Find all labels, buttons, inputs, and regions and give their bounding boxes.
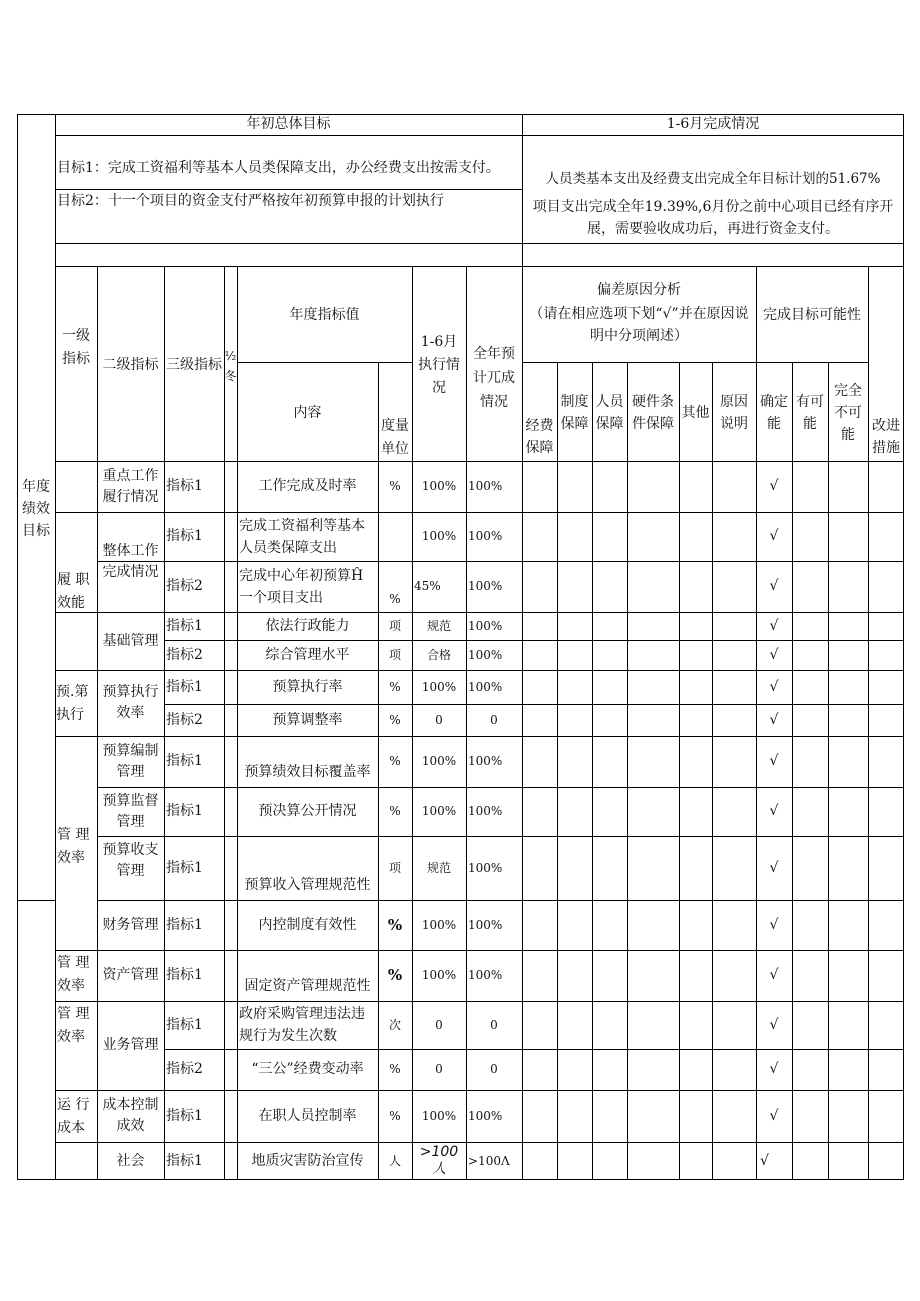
row-3-unit: % (389, 592, 401, 606)
row-3-forecast: 100% (468, 579, 503, 593)
row-13-forecast: 0 (490, 1017, 498, 1032)
row-12-exec: 100% (421, 968, 457, 982)
row-9-check: √ (769, 803, 779, 819)
row-15-exec: 100% (421, 1108, 457, 1123)
row-10-l3: 指标1 (166, 859, 203, 876)
row-15-forecast: 100% (468, 1108, 503, 1123)
col-deviation-title: 偏差原因分析 (597, 281, 681, 298)
completion-header: 1-6月完成情况 (666, 116, 760, 132)
l1-mgmt-efficiency-c: 管 理效率 (57, 1006, 90, 1045)
row-3-check: √ (769, 578, 779, 594)
l2-key-work: 重点工作履行情况 (102, 467, 159, 505)
col-content: 内容 (293, 404, 322, 421)
row-7-forecast: 0 (490, 712, 498, 727)
row-5-exec: 合格 (426, 647, 451, 662)
row-15-content: 在职人员控制率 (258, 1107, 357, 1124)
l2-cost-control: 成本控制成效 (102, 1097, 159, 1134)
performance-table (17, 114, 904, 1180)
col-improve: 改进措施 (872, 418, 900, 456)
row-15-check: √ (769, 1107, 779, 1124)
row-7-unit: % (389, 712, 401, 727)
row-1-l3: 指标1 (166, 478, 203, 494)
row-5-content: 综合管理水平 (265, 646, 350, 663)
row-11-forecast: 100% (468, 917, 503, 932)
row-9-exec: 100% (421, 804, 457, 818)
row-13-unit: 次 (388, 1017, 401, 1032)
col-poss-impossible: 完全不可能 (834, 383, 862, 443)
row-2-content: 完成工资福利等基本人员类保障支出 (239, 517, 365, 556)
row-15-unit: % (389, 1108, 401, 1123)
l2-budget-supervision: 预算监督管理 (102, 792, 159, 830)
row-11-l3: 指标1 (166, 916, 203, 933)
row-14-forecast: 0 (490, 1062, 498, 1076)
row-15-l3: 指标1 (166, 1107, 203, 1124)
row-2-check: √ (769, 528, 779, 544)
col-narrow: ½冬 (224, 349, 237, 383)
row-4-l3: 指标1 (166, 617, 203, 634)
row-14-content: “三公”经费变动率 (251, 1061, 364, 1077)
row-1-check: √ (769, 478, 779, 494)
l2-budget-revenue: 预算收支管理 (102, 842, 159, 879)
goal-1-text: 目标1：完成工资福利等基本人员类保障支出，办公经费支出按需支付。 (57, 160, 500, 176)
col-dev-hardware: 硬件条件保障 (632, 394, 674, 432)
row-5-forecast: 100% (468, 647, 503, 662)
row-3-exec: 45% (414, 579, 441, 593)
row-2-forecast: 100% (468, 529, 503, 543)
row-16-content: 地质灾害防治宣传 (251, 1152, 364, 1169)
l2-business-mgmt: 业务管理 (102, 1037, 159, 1053)
row-4-exec: 规范 (426, 618, 451, 633)
row-7-l3: 指标2 (166, 711, 203, 728)
row-14-check: √ (769, 1061, 779, 1077)
row-4-unit: 项 (388, 618, 401, 633)
row-12-forecast: 100% (468, 968, 503, 982)
row-6-forecast: 100% (468, 679, 503, 694)
col-level3: 三级指标 (166, 356, 222, 373)
row-10-check: √ (769, 859, 779, 876)
row-9-forecast: 100% (468, 804, 503, 818)
row-13-content: 政府采购管理违法违规行为发生次数 (239, 1006, 365, 1044)
row-9-unit: % (389, 804, 401, 818)
row-11-unit: % (387, 915, 403, 934)
l1-operating-cost: 运 行成本 (57, 1097, 90, 1136)
row-11-content: 内控制度有效性 (258, 916, 357, 933)
l2-budget-exec-eff: 预算执行效率 (102, 684, 159, 721)
row-2-unit (378, 512, 412, 561)
l2-finance-mgmt: 财务管理 (102, 916, 159, 933)
col-possibility: 完成目标可能性 (763, 306, 861, 323)
col-annual-value: 年度指标值 (289, 306, 360, 323)
row-14-exec: 0 (435, 1062, 443, 1076)
row-5-unit: 项 (388, 647, 401, 662)
row-11-check: √ (769, 916, 779, 933)
row-8-unit: % (389, 754, 401, 768)
row-1-exec: 100% (421, 479, 457, 493)
annual-performance-label: 年度绩效目标 (22, 479, 50, 539)
row-6-content: 预算执行率 (272, 678, 343, 695)
row-16-l3: 指标1 (166, 1152, 203, 1169)
l2-asset-mgmt: 资产管理 (102, 967, 159, 983)
col-level1: 一级指标 (62, 328, 90, 367)
row-1-content: 工作完成及时率 (258, 478, 357, 494)
col-dev-funding: 经费保障 (525, 418, 554, 456)
row-14-unit: % (389, 1062, 401, 1076)
col-unit: 度量单位 (381, 418, 409, 457)
row-10-content: 预算收入管理规范性 (244, 877, 371, 893)
goal-1-result: 人员类基本支出及经费支出完成全年目标计划的51.67% (545, 170, 881, 187)
row-12-check: √ (769, 967, 779, 983)
row-9-l3: 指标1 (166, 803, 203, 819)
row-8-l3: 指标1 (166, 753, 203, 769)
row-16-forecast: >100Λ (468, 1153, 510, 1168)
row-7-content: 预算调整率 (272, 711, 343, 728)
col-forecast: 全年预计兀成情况 (473, 346, 515, 410)
l2-overall-work: 整体工作完成情况 (102, 543, 159, 580)
row-10-unit: 项 (388, 860, 401, 875)
row-6-l3: 指标1 (166, 678, 203, 695)
l2-budget-prep: 预算编制管理 (102, 742, 159, 780)
row-5-l3: 指标2 (166, 646, 203, 663)
row-7-exec: 0 (435, 712, 443, 727)
row-7-check: √ (769, 711, 779, 728)
row-1-forecast: 100% (468, 479, 503, 493)
l1-mgmt-efficiency-b: 管 理效率 (57, 955, 90, 994)
row-10-exec: 规范 (426, 860, 451, 875)
goal-2-result: 项目支出完成全年19.39%,6月份之前中心项目已经有序开展，需要验收成功后，再进行资金支付。 (532, 199, 894, 237)
row-9-content: 预决算公开情况 (258, 803, 357, 819)
row-14-l3: 指标2 (166, 1061, 203, 1077)
row-3-l3: 指标2 (166, 578, 203, 594)
goal-2-text: 目标2：十一个项目的资金支付严格按年初预算申报的计划执行 (57, 193, 444, 209)
col-level2: 二级指标 (102, 356, 159, 373)
row-5-check: √ (769, 646, 779, 663)
row-13-exec: 0 (435, 1017, 443, 1032)
row-6-check: √ (769, 678, 779, 695)
col-poss-certain: 确定能 (760, 394, 788, 432)
col-dev-other: 其他 (681, 404, 710, 421)
l1-duty-efficiency: 履 职效能 (57, 572, 90, 611)
row-4-check: √ (769, 617, 779, 634)
row-10-forecast: 100% (468, 860, 503, 875)
row-12-content: 固定资产管理规范性 (244, 978, 371, 994)
row-1-unit: % (389, 479, 401, 493)
row-11-exec: 100% (421, 917, 457, 932)
l2-basic-mgmt: 基础管理 (102, 632, 159, 649)
row-8-check: √ (769, 753, 779, 769)
row-4-content: 依法行政能力 (265, 617, 350, 634)
l1-mgmt-efficiency-a: 管 理效率 (57, 827, 90, 866)
row-8-content: 预算绩效目标覆盖率 (244, 764, 371, 780)
col-dev-reason: 原因说明 (720, 394, 748, 432)
row-4-forecast: 100% (468, 618, 503, 633)
row-13-l3: 指标1 (166, 1016, 203, 1033)
col-poss-possible: 有可能 (796, 394, 824, 432)
initial-goal-header: 年初总体目标 (246, 116, 331, 132)
row-6-unit: % (389, 679, 401, 694)
row-16-unit: 人 (388, 1153, 401, 1168)
l1-budget-exec: 预.第执行 (56, 684, 89, 723)
l2-social: 社会 (116, 1152, 145, 1169)
row-8-exec: 100% (421, 754, 457, 768)
row-12-l3: 指标1 (166, 967, 203, 983)
col-dev-system: 制度保障 (560, 394, 589, 432)
row-16-exec: >100人 (419, 1144, 459, 1177)
col-deviation-subtitle: （请在相应选项下划“√”并在原因说明中分项阐述） (529, 306, 749, 344)
row-8-forecast: 100% (468, 754, 503, 768)
row-3-content: 完成中心年初预算Ĥ一个项目支出 (239, 567, 364, 606)
row-6-exec: 100% (421, 679, 457, 694)
row-13-check: √ (769, 1016, 779, 1033)
col-dev-personnel: 人员保障 (595, 394, 624, 432)
row-2-exec: 100% (421, 529, 457, 543)
col-exec: 1-6月执行情况 (418, 333, 460, 396)
row-16-check: √ (760, 1152, 769, 1169)
row-12-unit: % (387, 966, 403, 984)
row-2-l3: 指标1 (166, 528, 203, 544)
